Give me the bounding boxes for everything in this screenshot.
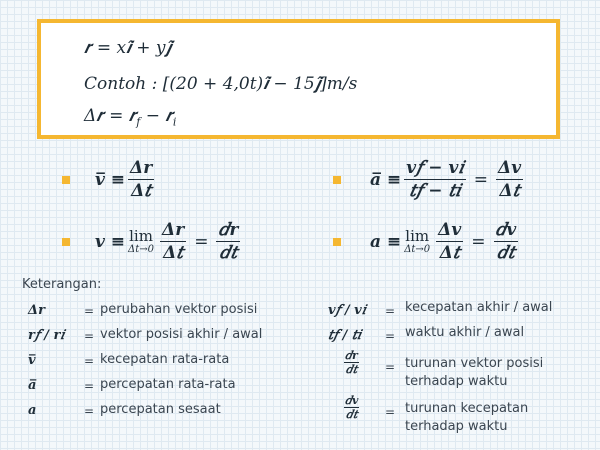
limit-subscript: Δ𝑡→0 — [128, 243, 155, 255]
fraction — [494, 220, 519, 263]
formula-lhs: 𝒗̅ ≡ — [95, 169, 126, 190]
legend-description: turunan kecepatan — [405, 401, 529, 416]
formula-lhs: 𝒗 ≡ — [95, 231, 126, 252]
fraction-denominator: Δ𝑡 — [499, 181, 520, 201]
equals-sign: = — [471, 231, 486, 252]
legend-description: kecepatan akhir / awal — [405, 300, 553, 315]
equals-sign: = — [194, 231, 209, 252]
legend-description: percepatan rata-rata — [100, 377, 236, 392]
legend-title: Keterangan: — [22, 277, 102, 292]
legend-symbol: 𝒗𝑓 / 𝒗𝑖 — [328, 303, 366, 318]
legend-equals: = — [385, 405, 396, 419]
limit-subscript: Δ𝑡→0 — [404, 243, 431, 255]
legend-description: terhadap waktu — [405, 374, 508, 389]
fraction — [128, 158, 154, 201]
fraction-denominator: 𝑑𝑡 — [345, 363, 358, 376]
formula-lhs: 𝒂̅ ≡ — [370, 169, 402, 190]
legend-equals: = — [84, 404, 95, 418]
legend-description: perubahan vektor posisi — [100, 302, 258, 317]
legend-equals: = — [385, 304, 396, 318]
displacement-equation: Δ𝒓 = 𝒓$_𝑓$ − 𝒓$_𝑖$ — [84, 106, 177, 129]
fraction-denominator: 𝑑𝑡 — [219, 243, 238, 263]
fraction — [216, 220, 240, 263]
average-acceleration-formula — [370, 158, 526, 201]
fraction-numerator: 𝑑𝒗 — [495, 220, 517, 240]
limit-word: lim — [129, 226, 153, 245]
fraction-denominator: Δ𝑡 — [439, 243, 460, 263]
legend-equals: = — [84, 379, 95, 393]
legend-symbol: Δ𝒓 — [28, 303, 45, 318]
legend-symbol — [344, 349, 359, 376]
bullet-icon — [333, 238, 341, 246]
fraction-numerator: Δ𝒗 — [498, 158, 522, 178]
legend-description: terhadap waktu — [405, 419, 508, 434]
position-vector-equation: 𝒓 = 𝑥𝒊̂ + 𝑦𝒋̂ — [84, 38, 172, 58]
fraction — [404, 158, 466, 201]
fraction-numerator: 𝑑𝒓 — [345, 349, 358, 362]
equals-sign: = — [473, 169, 489, 190]
legend-description: turunan vektor posisi — [405, 356, 544, 371]
average-velocity-formula — [95, 158, 157, 201]
fraction-numerator: Δ𝒗 — [438, 220, 462, 240]
bullet-icon — [62, 176, 70, 184]
bullet-icon — [62, 238, 70, 246]
instantaneous-velocity-formula — [95, 220, 243, 263]
fraction-denominator: Δ𝑡 — [131, 181, 152, 201]
fraction-numerator: 𝑑𝒗 — [345, 394, 359, 407]
legend-description: kecepatan rata-rata — [100, 352, 230, 367]
limit — [404, 226, 431, 255]
limit — [128, 226, 155, 255]
fraction-denominator: 𝑡𝑓 − 𝑡𝑖 — [409, 181, 461, 201]
formula-lhs: 𝒂 ≡ — [370, 231, 402, 252]
legend-description: vektor posisi akhir / awal — [100, 327, 263, 342]
legend-description: percepatan sesaat — [100, 402, 221, 417]
fraction-numerator: Δ𝒓 — [162, 220, 185, 240]
legend-equals: = — [84, 304, 95, 318]
fraction-denominator: Δ𝑡 — [163, 243, 184, 263]
legend-symbol: 𝒗̅ — [28, 353, 36, 368]
bullet-icon — [333, 176, 341, 184]
legend-equals: = — [84, 329, 95, 343]
legend-symbol: 𝒓𝑓 / 𝒓𝑖 — [28, 328, 65, 343]
fraction-numerator: 𝑑𝒓 — [218, 220, 239, 240]
example-velocity-equation: 𝐶𝑜𝑛𝑡𝑜ℎ : [(20 + 4,0𝑡)𝒊̂ − 15𝒋̂]𝑚/𝑠 — [84, 74, 358, 94]
fraction-numerator: 𝒗𝑓 − 𝒗𝑖 — [406, 158, 464, 178]
instantaneous-acceleration-formula — [370, 220, 521, 263]
fraction — [436, 220, 463, 263]
legend-symbol: 𝒂 — [28, 403, 37, 418]
fraction — [496, 158, 523, 201]
legend-symbol: 𝒂̅ — [28, 378, 37, 393]
fraction-numerator: Δ𝒓 — [130, 158, 153, 178]
limit-word: lim — [405, 226, 430, 245]
fraction — [160, 220, 186, 263]
legend-equals: = — [84, 354, 95, 368]
fraction-denominator: 𝑑𝑡 — [345, 408, 358, 421]
legend-symbol — [344, 394, 359, 421]
legend-description: waktu akhir / awal — [405, 325, 525, 340]
legend-symbol: 𝑡𝑓 / 𝑡𝑖 — [328, 328, 362, 343]
legend-equals: = — [385, 360, 396, 374]
legend-equals: = — [385, 329, 396, 343]
fraction-denominator: 𝑑𝑡 — [497, 243, 515, 263]
